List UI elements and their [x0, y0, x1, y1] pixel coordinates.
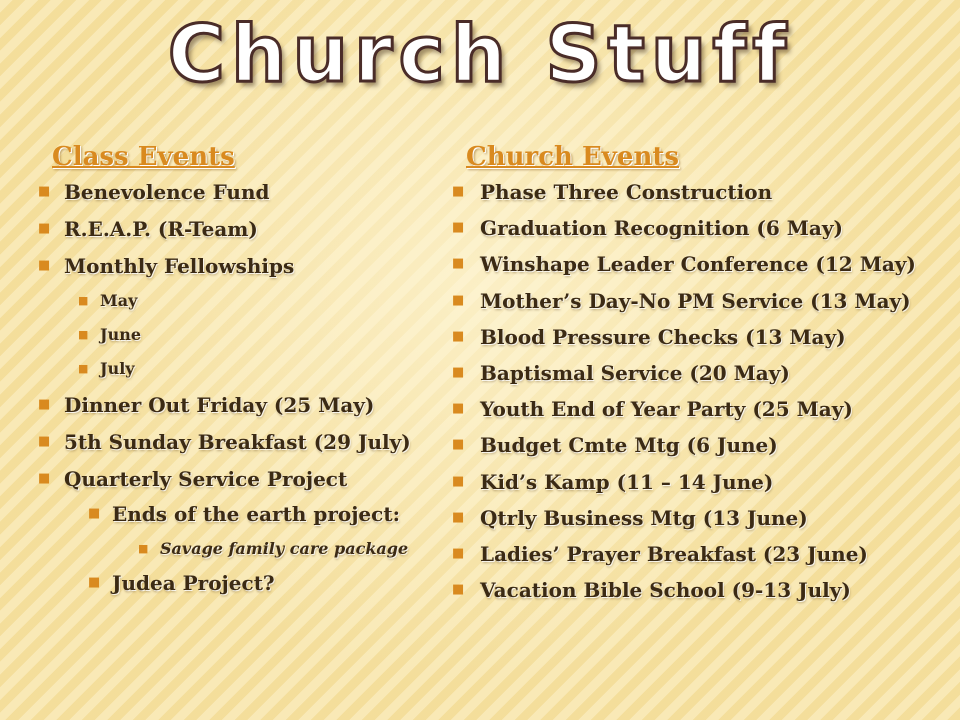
church-events-list — [446, 178, 946, 612]
list-item: ■ Kid’s Kamp (11 – 14 June) — [452, 469, 774, 494]
list-item: ■ Winshape Leader Conference (12 May) — [452, 252, 916, 277]
class-events-heading: Class Events — [52, 142, 235, 172]
class-events-list — [38, 178, 448, 606]
list-item: ■ Graduation Recognition (6 May) — [452, 216, 843, 241]
list-subitem: ■ July — [38, 357, 448, 391]
list-item: ■ Ladies’ Prayer Breakfast (23 June) — [452, 541, 868, 566]
square-bullet-icon: ■ — [38, 471, 51, 486]
list-item: ■ 5th Sunday Breakfast (29 July) — [38, 430, 411, 454]
square-bullet-icon: ■ — [452, 401, 465, 417]
square-bullet-icon: ■ — [452, 220, 465, 236]
square-bullet-icon: ■ — [78, 362, 89, 375]
church-events-column — [446, 142, 946, 612]
square-bullet-icon: ■ — [88, 506, 101, 521]
slide-title: Church Stuff — [167, 10, 793, 100]
square-bullet-icon: ■ — [452, 328, 465, 344]
square-bullet-icon: ■ — [38, 221, 51, 236]
list-item: ■ R.E.A.P. (R-Team) — [38, 217, 258, 241]
square-bullet-icon: ■ — [452, 509, 465, 525]
list-item: ■ Benevolence Fund — [38, 180, 270, 204]
list-subsubitem: ■ Savage family care package — [38, 537, 448, 571]
square-bullet-icon: ■ — [38, 258, 51, 273]
list-item: ■ Dinner Out Friday (25 May) — [38, 393, 375, 417]
list-item: ■ Monthly Fellowships — [38, 254, 295, 278]
list-item: ■ Youth End of Year Party (25 May) — [452, 397, 853, 422]
list-item: ■ Vacation Bible School (9-13 July) — [452, 578, 851, 603]
list-item: ■ Budget Cmte Mtg (6 June) — [452, 433, 778, 458]
square-bullet-icon: ■ — [452, 473, 465, 489]
square-bullet-icon: ■ — [452, 582, 465, 598]
list-subitem: ■ Judea Project? — [88, 571, 275, 595]
list-subitem: ■ May — [38, 289, 448, 323]
list-item: ■ Baptismal Service (20 May) — [452, 360, 790, 385]
square-bullet-icon: ■ — [452, 256, 465, 272]
square-bullet-icon: ■ — [38, 434, 51, 449]
list-item: ■ Phase Three Construction — [452, 180, 773, 204]
square-bullet-icon: ■ — [38, 184, 51, 199]
square-bullet-icon: ■ — [78, 294, 89, 307]
list-item: ■ Qtrly Business Mtg (13 June) — [452, 505, 808, 530]
list-subitem: ■ June — [38, 323, 448, 357]
list-subitem: ■ Ends of the earth project: — [88, 502, 400, 526]
square-bullet-icon: ■ — [452, 184, 465, 199]
class-events-column — [38, 142, 448, 606]
list-item: ■ Quarterly Service Project — [38, 467, 348, 491]
square-bullet-icon: ■ — [452, 292, 465, 308]
square-bullet-icon: ■ — [452, 545, 465, 561]
church-events-heading: Church Events — [466, 142, 680, 172]
square-bullet-icon: ■ — [452, 437, 465, 453]
square-bullet-icon: ■ — [452, 364, 465, 380]
list-item: ■ Mother’s Day-No PM Service (13 May) — [452, 288, 911, 313]
square-bullet-icon: ■ — [88, 575, 101, 590]
square-bullet-icon: ■ — [138, 542, 149, 555]
square-bullet-icon: ■ — [78, 328, 89, 341]
square-bullet-icon: ■ — [38, 397, 51, 412]
list-item: ■ Blood Pressure Checks (13 May) — [452, 324, 846, 349]
